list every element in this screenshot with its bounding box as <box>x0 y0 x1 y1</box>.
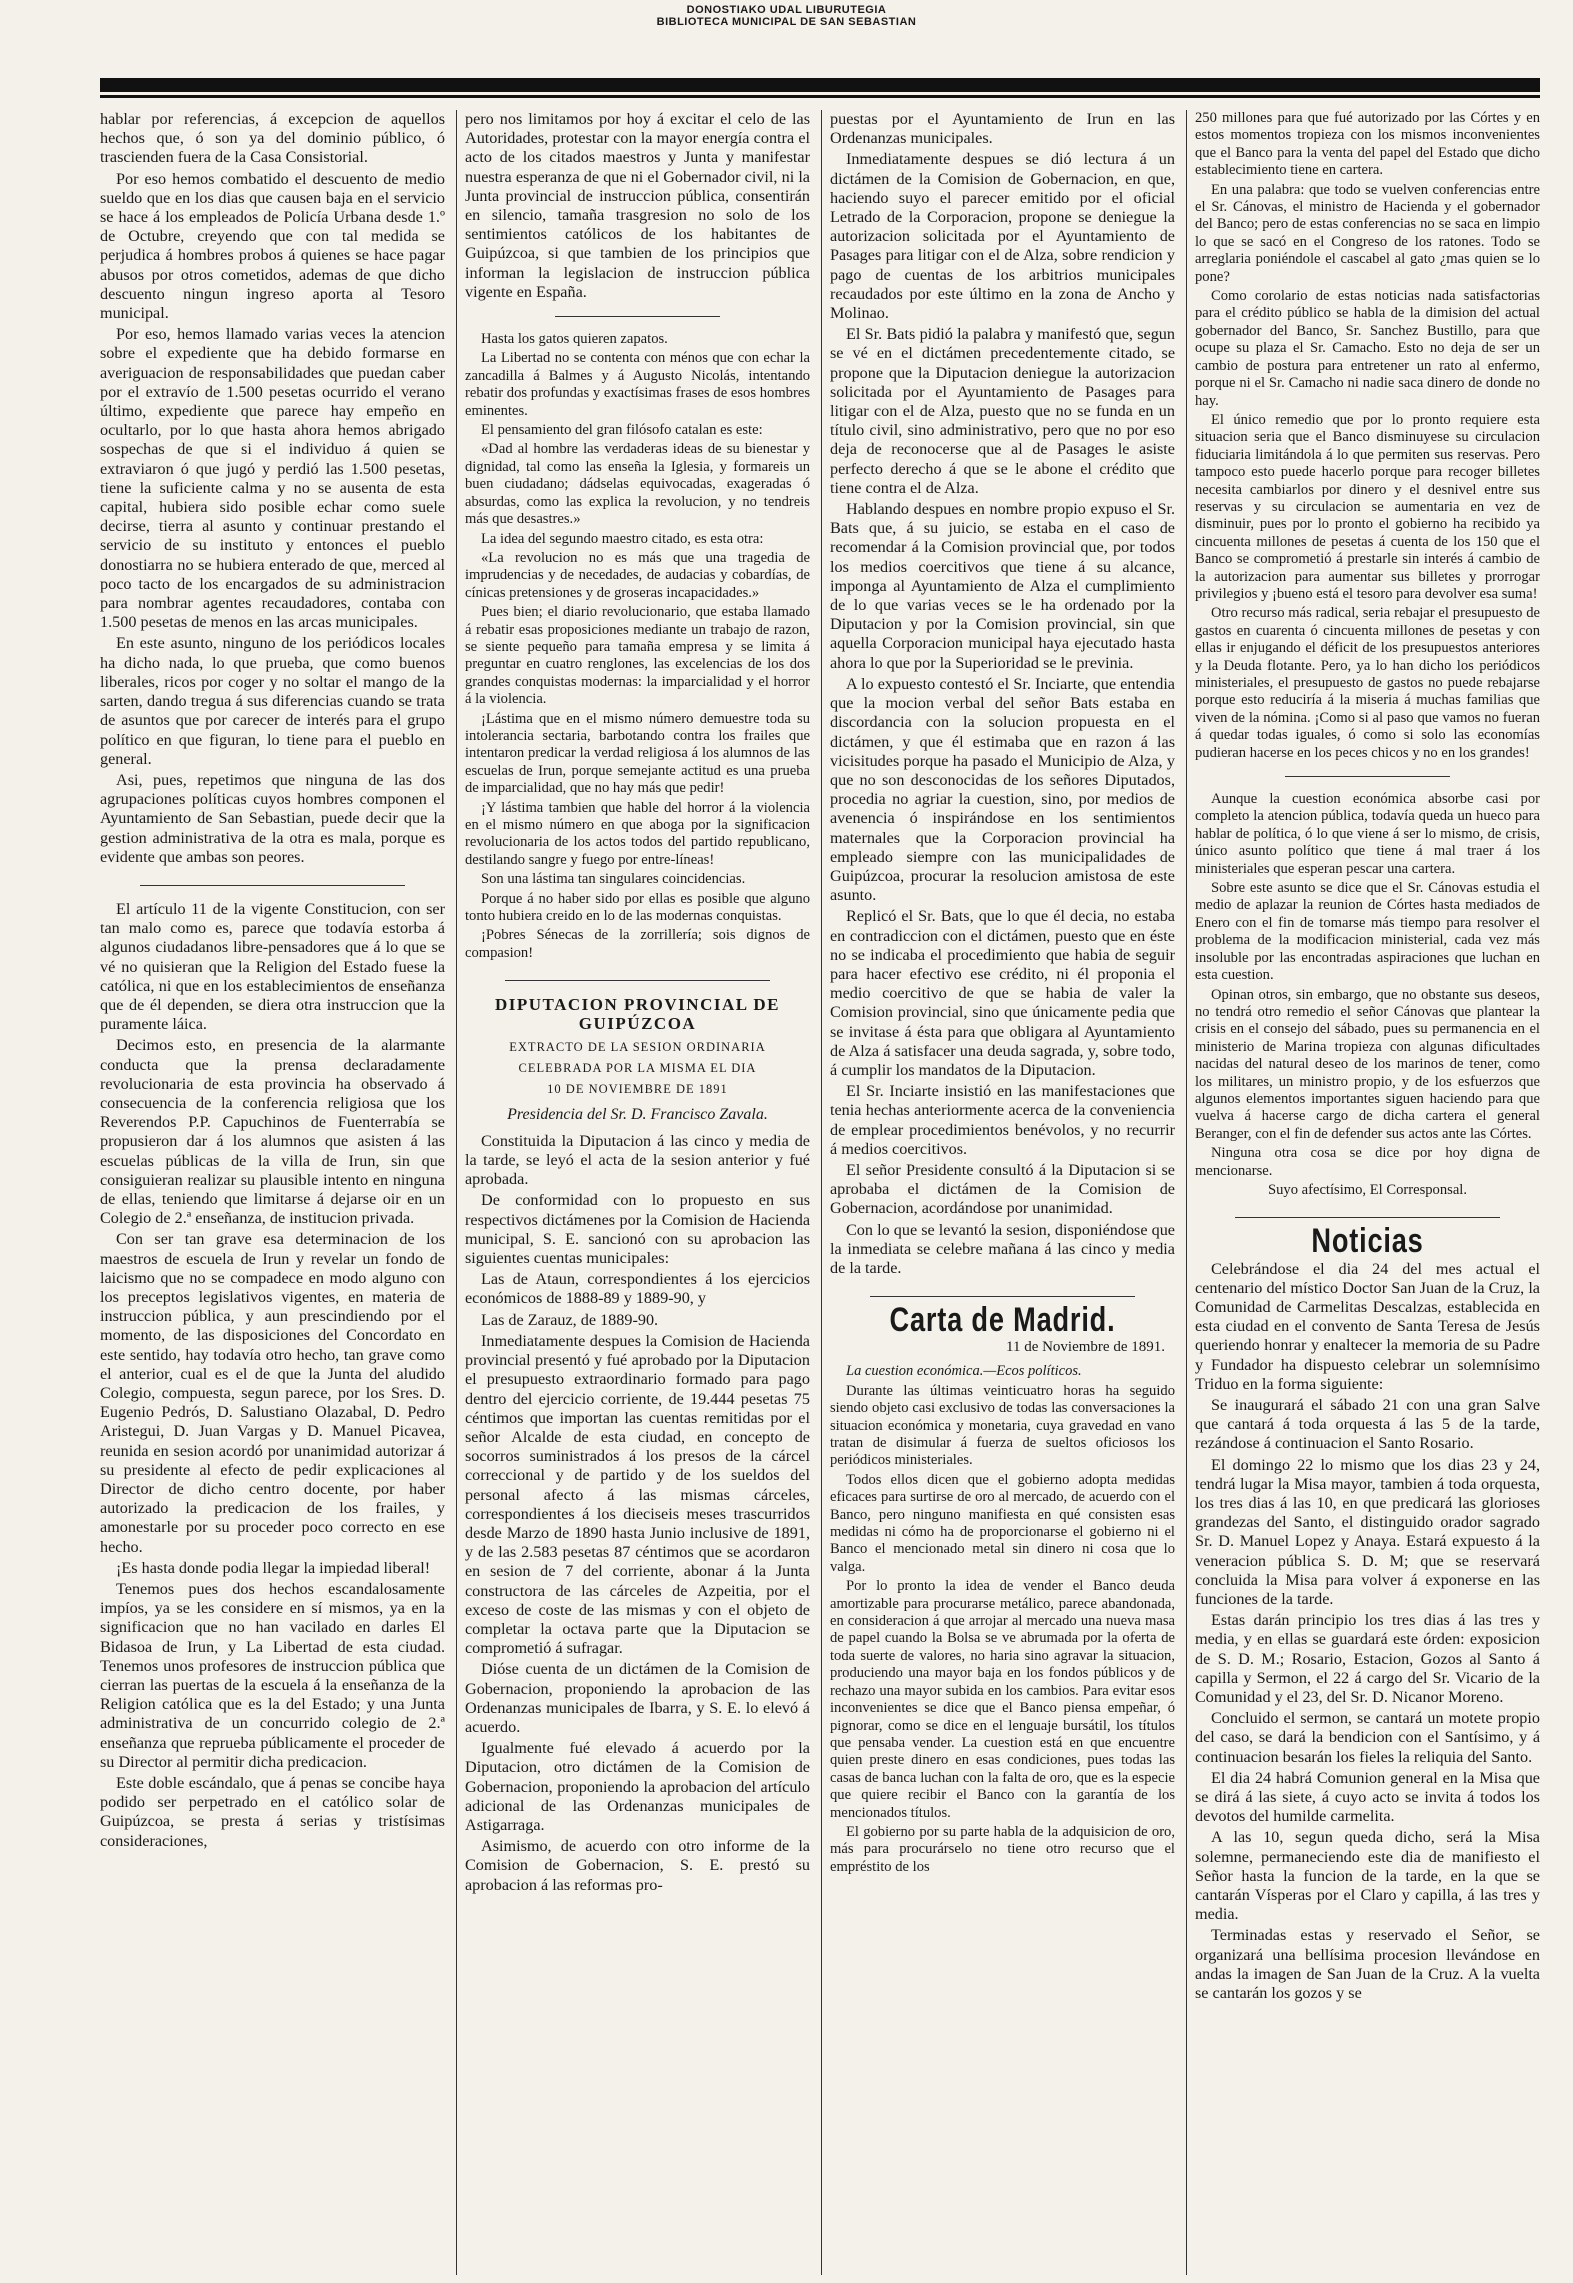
paragraph: El gobierno por su parte habla de la adquisicion de oro, más para procurárselo no tiene otro recurso que el empréstito de los <box>830 1823 1175 1875</box>
paragraph: Opinan otros, sin embargo, que no obstante sus deseos, no tendrá otro remedio el señor Cánovas que plantear la crisis en el consejo del sábado, pues su permanencia en el ministerio de Marina tropieza con algunas dificultades nacidas del natural deseo de los marinos de tener, como los militares, un ministro propio, y de los esfuerzos que algunos elementos importantes siguen haciendo para que vuelva á hacerse cargo de dicha cartera el general Beranger, con el fin de defender sus actos ante las Córtes. <box>1195 986 1540 1142</box>
paragraph: ¡Es hasta donde podia llegar la impiedad liberal! <box>116 1558 431 1577</box>
column-3 <box>830 110 1175 2275</box>
top-rule <box>100 78 1540 92</box>
article-subheading: La cuestion económica.—Ecos políticos. <box>846 1362 1082 1379</box>
section-separator <box>505 980 770 981</box>
paragraph: Pues bien; el diario revolucionario, que estaba llamado á rebatir esas proposiciones mediante un trabajo de razon, se siente pequeño para tamaña empresa y se limita á preguntar en cuatro renglones, las excelencias de los dos grandes conquistas modernas: la imparcialidad y el horror á la violencia. <box>465 604 810 708</box>
paragraph: Son una lástima tan singulares coincidencias. <box>481 871 746 888</box>
paragraph: Con ser tan grave esa determinacion de los maestros de escuela de Irun y revelar un fondo de laicismo que no se compadece en modo alguno con los preceptos legislativos vigentes, en materia de instruccion pública, y aun prescindiendo por el momento, de las disposiciones del Concordato en este sentido, hay todavía otro hecho, tan grave como el anterior, cual es el de que la Junta del aludido Colegio, compuesta, segun parece, por los Sres. D. Eugenio Pedrós, D. Salustiano Olazabal, D. Pedro Aristegui, D. Juan Vargas y D. Manuel Picavea, reunida en sesion acordó por unanimidad autorizar á su presidente al efecto de pedir explicaciones al Director de dicho centro docente, por haber autorizado la predicacion de los frailes, y amonestarle por su proceder poco correcto en ese hecho. <box>100 1230 445 1556</box>
section-title-diputacion: DIPUTACION PROVINCIAL DE GUIPÚZCOA <box>494 995 781 1034</box>
paragraph: La idea del segundo maestro citado, es esta otra: <box>481 530 764 547</box>
section-separator <box>555 316 720 317</box>
paragraph: ¡Lástima que en el mismo número demuestre toda su intolerancia sectaria, barbotando contra los frailes que intentaron predicar la verdad religiosa á los alumnos de las escuelas de Irun, porque semejante actitud es una prueba de imparcialidad, que no hay más que pedir! <box>465 710 810 797</box>
column-1 <box>100 110 445 2275</box>
paragraph: A lo expuesto contestó el Sr. Inciarte, que entendia que la mocion verbal del señor Bats estaba en discordancia con la solucion propuesta en el dictámen, y que él estimaba que en razon á las vicisitudes porque ha pasado el Municipio de Alza, y que no son desconocidas de los señores Diputados, procedia no agriar la cuestion, sino, por medios de avenencia ó inspirándose en los sentimientos maternales que la Corporacion provincial ha empleado siempre con las municipalidades de Guipúzcoa, procurar la resolucion amistosa de este asunto. <box>830 674 1175 905</box>
paragraph: El dia 24 habrá Comunion general en la Misa que se dirá á las siete, á cuyo acto se invita á todos los devotos del humilde carmelita. <box>1195 1768 1540 1826</box>
paragraph: Durante las últimas veinticuatro horas ha seguido siendo objeto casi exclusivo de todas las conversaciones la situacion económica y monetaria, cuya gravedad en vano tratan de disimular á fuerza de sueltos oficiosos los periódicos ministeriales. <box>830 1382 1175 1469</box>
paragraph: Todos ellos dicen que el gobierno adopta medidas eficaces para surtirse de oro al mercado, de acuerdo con el Banco, pero ninguno manifiesta en qué consisten esas medidas ni cómo ha de proporcionarse el gobierno ni el Banco el mencionado metal sin dinero ni cosa que lo valga. <box>830 1471 1175 1575</box>
paragraph: Por eso hemos combatido el descuento de medio sueldo que en los dias que causen baja en el servicio se hace á los empleados de Policía Urbana desde 1.º de Octubre, creyendo que con tal medida se perjudica á hombres probos á quienes se hace pagar abusos por otros cometidos, ademas de que dicho descuento ningun ingreso aporta al Tesoro municipal. <box>100 169 445 323</box>
paragraph: ¡Y lástima tambien que hable del horror á la violencia en el mismo número en que aboga por la significacion revolucionaria de los actos todos del partido republicano, destilando sangre y fuego por entre-líneas! <box>465 799 810 868</box>
paragraph: A las 10, segun queda dicho, será la Misa solemne, permaneciendo este dia de manifiesto el Señor hasta la funcion de la tarde, en la que se cantarán Vísperas por el Claro y capilla, á las tres y media. <box>1195 1828 1540 1924</box>
paragraph: Con lo que se levantó la sesion, disponiéndose que la inmediata se celebre mañana á las cinco y media de la tarde. <box>830 1220 1175 1277</box>
paragraph: Por lo pronto la idea de vender el Banco deuda amortizable para procurarse metálico, parece abandonada, en consideracion á que arrojar al mercado una nueva masa de papel cuando la Bolsa se ve abrumada por la oferta de toda suerte de valores, no haria sino agravar la situacion, produciendo una mayor baja en los fondos públicos y de rechazo una mayor subida en los cambios. Para evitar esos inconvenientes se dice que el Banco piensa empeñar, ó pignorar, como se dice en el lenguaje bursátil, los títulos que pensaba vender. La cuestion está en que encuentre quien preste dinero en esas condiciones, pues todas las casas de banca luchan con la falta de oro, que es la especie que quiere recibir el Banco con la garantía de los mencionados títulos. <box>830 1578 1175 1821</box>
quote: «La revolucion no es más que una tragedia de imprudencias y de necedades, de audacias y cobardías, de cínicas pretensiones y de groseras incapacidades.» <box>465 549 810 601</box>
paragraph: Estas darán principio los tres dias á las tres y media, y en ellas se guardará este órden: exposicion de S. D. M.; Rosario, Estacion, Gozos al Santo á capilla y Sermon, el 22 á cargo del Sr. Vicario de la Comunidad y el 23, del Sr. D. Nicanor Moreno. <box>1195 1611 1540 1707</box>
paragraph: Ninguna otra cosa se dice por hoy digna de mencionarse. <box>1195 1145 1540 1179</box>
quote: «Dad al hombre las verdaderas ideas de su bienestar y dignidad, tal como las enseña la Iglesia, y formareis un buen ciudadano; dádselas equivocadas, exageradas ó absurdas, como las explica la revolucion, y no tendreis más que desastres.» <box>465 441 810 528</box>
section-separator <box>1285 776 1450 777</box>
presidency-line: Presidencia del Sr. D. Francisco Zavala. <box>507 1105 768 1123</box>
paragraph: Por eso, hemos llamado varias veces la atencion sobre el expediente que ha debido formarse en averiguacion de responsabilidades que puedan caber por el extravío de 1.500 pesetas ocurrido el verano último, expediente que parece hay empeño en ocultarlo, por lo que hasta ahora hemos abrigado sospechas de que si el individuo á quien se extraviaron ó que jugó y perdió las 1.500 pesetas, tiene la suficiente calma y no se ausenta de esta capital, hubiera sido posible echar como suele decirse, tierra al asunto y continuar prestando el servicio de su instituto y entonces el pueblo donostiarra no se hubiera enterado de que, merced al poco tacto de los encargados de su administracion para nombrar agentes recaudadores, contaba con 1.500 pesetas de menos en las arcas municipales. <box>100 325 445 632</box>
paragraph: El pensamiento del gran filósofo catalan es este: <box>481 422 763 439</box>
section-separator <box>140 885 405 886</box>
paragraph: Constituida la Diputacion á las cinco y media de la tarde, se leyó el acta de la sesion anterior y fué aprobada. <box>465 1131 810 1189</box>
paragraph: Las de Zarauz, de 1889-90. <box>481 1310 659 1329</box>
paragraph: Sobre este asunto se dice que el Sr. Cánovas estudia el medio de aplazar la reunion de Córtes hasta mediados de Enero con el fin de tomarse más tiempo para resolver el problema de la modificacion ministerial, cada vez más insoluble por las encontradas aspiraciones que luchan en esta cuestion. <box>1195 880 1540 984</box>
signature: Suyo afectísimo, El Corresponsal. <box>1267 1181 1467 1198</box>
paragraph: En este asunto, ninguno de los periódicos locales ha dicho nada, lo que prueba, que como buenos liberales, ricos por coger y no soltar el mango de la sarten, dando tregua á sus diferencias cuando se trata de asuntos que por carecer de interés para el grupo político en que figuran, lo tiene para el pueblo en general. <box>100 634 445 768</box>
paragraph: Dióse cuenta de un dictámen de la Comision de Gobernacion, proponiendo la aprobacion de las Ordenanzas municipales de Ibarra, y S. E. lo elevó á acuerdo. <box>465 1660 810 1736</box>
paragraph: Celebrándose el dia 24 del mes actual el centenario del místico Doctor San Juan de la Cruz, la Comunidad de Carmelitas Descalzas, establecida en esta ciudad en el convento de Santa Teresa de Jesús queriendo honrar y enaltecer la memoria de su Padre y Fundador ha dispuesto celebrar un solemnísimo Triduo en la forma siguiente: <box>1195 1259 1540 1393</box>
paragraph: Otro recurso más radical, seria rebajar el presupuesto de gastos en cuarenta ó cincuenta millones de pesetas y con ellas ir enjugando el déficit de los presupuestos anteriores y la Deuda flotante. Pero, ya lo han dicho los periódicos ministeriales, el presupuesto de gastos no puede rebajarse porque esto reduciría á la miseria á muchas familias que viven de la nómina. ¡Como si al paso que vamos no fueran á quedar todas iguales, ó como si solo las economías pudieran hacerse en los peces chicos y no en los grandes! <box>1195 605 1540 761</box>
section-separator <box>870 1296 1135 1297</box>
paragraph: puestas por el Ayuntamiento de Irun en las Ordenanzas municipales. <box>830 110 1175 148</box>
paragraph: 250 millones para que fué autorizado por las Córtes y en estos momentos tropieza con los mismos inconvenientes que el Banco para la venta del papel del Estado que dicho establecimiento tiene en cartera. <box>1195 110 1540 179</box>
paragraph: hablar por referencias, á excepcion de aquellos hechos que, ó son ya del dominio público, ó trascienden fuera de la Casa Consistorial. <box>100 110 445 167</box>
dateline: 11 de Noviembre de 1891. <box>1006 1339 1165 1356</box>
paragraph: Porque á no haber sido por ellas es posible que alguno tonto hubiera creido en lo de las modernas conquistas. <box>465 890 810 925</box>
paragraph: Igualmente fué elevado á acuerdo por la Diputacion, otro dictámen de la Comision de Gobernacion, proponiendo la aprobacion del artículo adicional de las Ordenanzas municipales de Astigarraga. <box>465 1739 810 1834</box>
library-name-spanish: BIBLIOTECA MUNICIPAL DE SAN SEBASTIAN <box>656 16 917 28</box>
paragraph: ¡Pobres Sénecas de la zorrillería; sois dignos de compasion! <box>465 927 810 961</box>
paragraph: Replicó el Sr. Bats, que lo que él decia, no estaba en contradiccion con el dictámen, puesto que en éste no se indicaba el procedimiento que habia de seguir para hacer efectivo ese crédito, ni él proponia el medio coercitivo de que se habia de valer la Comision provincial, sino que únicamente pedia que se invitase á ésta para que obligara al Ayuntamiento de Alza á satisfacer una deuda sagrada, y, sobre todo, á cumplir los mandatos de la Diputacion. <box>830 907 1175 1079</box>
paragraph: Las de Ataun, correspondientes á los ejercicios económicos de 1888-89 y 1889-90, y <box>465 1270 810 1308</box>
section-separator <box>1235 1217 1500 1218</box>
paragraph: Este doble escándalo, que á penas se concibe haya podido ser perpetrado en el católico solar de Guipúzcoa, se presta á serias y tristísimas consideraciones, <box>100 1774 445 1850</box>
paragraph: La Libertad no se contenta con ménos que con echar la zancadilla á Balmes y á Augusto Nicolás, intentando rebatir dos profundas y exactísimas frases de esos hombres eminentes. <box>465 350 810 419</box>
column-2 <box>465 110 810 2275</box>
section-title-noticias: Noticias <box>1311 1222 1424 1261</box>
paragraph: El único remedio que por lo pronto requiere esta situacion seria que el Banco disminuyese su circulacion fiduciaria limitándola á lo que permiten sus reservas. Pero tampoco esto puede hacerlo porque para recoger billetes necesita cambiarlos por dinero y el desnivel entre sus reservas y su circulacion se aumentaria en vez de disminuir, pues por lo pronto el gobierno ha recibido ya cincuenta millones de pesetas á cuenta de los 150 que el Banco se comprometió á prestarle sin interés á cambio de la autorizacion para aumentar sus billetes y prorrogar privilegios y ¡bueno está el tesoro para devolver esa suma! <box>1195 411 1540 602</box>
top-rule-thin <box>100 95 1540 98</box>
section-title-carta-madrid: Carta de Madrid. <box>889 1301 1116 1340</box>
paragraph: Decimos esto, en presencia de la alarmante conducta que la prensa declaradamente revolucionaria de esta provincia ha observado á consecuencia de la conferencia religiosa que los Reverendos P.P. Capuchinos de Fuenterrabía se propusieron dar á los alumnos que asisten á las escuelas públicas de la villa de Irun, sin que consiguieran realizar su plausible intento en ninguna de ellas, teniendo que limitarse á dejarse oir en un Colegio de 2.ª enseñanza, de institucion privada. <box>100 1036 445 1228</box>
paragraph: El Sr. Inciarte insistió en las manifestaciones que tenia hechas anteriormente acerca de la conveniencia de emplear procedimientos benévolos, y no recurrir á medios coercitivos. <box>830 1082 1175 1158</box>
column-4 <box>1195 110 1540 2275</box>
column-divider <box>821 110 822 2275</box>
paragraph: Asimismo, de acuerdo con otro informe de la Comision de Gobernacion, S. E. prestó su aprobacion á las reformas pro- <box>465 1837 810 1894</box>
paragraph: El artículo 11 de la vigente Constitucion, con ser tan malo como es, parece que todavía estorba á algunos ciudadanos libre-pensadores que á lo que se vé no quisieran que la Religion del Estado fuese la católica, ni que en los establecimientos de enseñanza que de él dependen, se diera otra instruccion que la puramente láica. <box>100 899 445 1034</box>
section-subtitle: EXTRACTO DE LA SESION ORDINARIA <box>509 1039 766 1054</box>
paragraph: Asi, pues, repetimos que ninguna de las dos agrupaciones políticas cuyos hombres componen el Ayuntamiento de San Sebastian, puede decir que la gestion administrativa de la otra es mala, porque es evidente que ambas son peores. <box>100 770 445 866</box>
paragraph: El Sr. Bats pidió la palabra y manifestó que, segun se vé en el dictámen precedentemente citado, se propone que la Diputacion deniegue la autorizacion solicitada por el Ayuntamiento de Pasages para litigar con el de Alza, puesto que no se funda en un título civil, sino administrativo, pero que no por eso deja de reconocerse que al de Pasages le asiste perfecto derecho á que se le abone el crédito que tiene contra el de Alza. <box>830 325 1175 497</box>
paragraph: De conformidad con lo propuesto en sus respectivos dictámenes por la Comision de Hacienda municipal, S. E. sancionó con su aprobacion las siguientes cuentas municipales: <box>465 1191 810 1268</box>
newspaper-columns <box>100 110 1540 2275</box>
paragraph: Aunque la cuestion económica absorbe casi por completo la atencion pública, todavía queda un hueco para hablar de política, ó lo que viene á ser lo mismo, de crisis, único asunto político que tiene á mal traer á los ministeriales que esperan pescar una cartera. <box>1195 791 1540 877</box>
paragraph: Concluido el sermon, se cantará un motete propio del caso, se dará la bendicion con el Santísimo, y á continuacion besarán los fieles la reliquia del Santo. <box>1195 1709 1540 1766</box>
library-header <box>0 4 1573 28</box>
paragraph: pero nos limitamos por hoy á excitar el celo de las Autoridades, protestar con la mayor energía contra el acto de los citados maestros y Junta y manifestar nuestra esperanza de que ni el Gobernador civil, ni la Junta provincial de instruccion pública, consentirán en silencio, tamaña trasgresion no solo de los sentimientos católicos de los habitantes de Guipúzcoa, si que tambien de los principios que informan la legislacion de instruccion pública vigente en España. <box>465 110 810 301</box>
section-subtitle: 10 DE NOVIEMBRE DE 1891 <box>547 1081 728 1096</box>
paragraph: En una palabra: que todo se vuelven conferencias entre el Sr. Cánovas, el ministro de Hacienda y el gobernador del Banco; pero de estas conferencias no se saca en limpio lo que se sacó en el Congreso de los ratones. Todo se arreglaria poniéndole el cascabel al gato ¿mas quien se lo pone? <box>1195 181 1540 285</box>
paragraph: Como corolario de estas noticias nada satisfactorias para el crédito público se habla de la dimision del actual gobernador del Banco, Sr. Sanchez Bustillo, para que ocupe su plaza el Sr. Camacho. Esto no deja de ser un cambio de postura para entretener un rato al enfermo, porque ni el Sr. Camacho ni nadie saca dinero de donde no hay. <box>1195 288 1540 409</box>
paragraph: El señor Presidente consultó á la Diputacion si se aprobaba el dictámen de la Comision de Gobernacion, acordándose por unanimidad. <box>830 1160 1175 1218</box>
paragraph: Tenemos pues dos hechos escandalosamente impíos, ya se les considere en sí mismos, ya en la significacion que no han vacilado en darles El Bidasoa de Irun, y La Libertad de esta ciudad. Tenemos unos profesores de instruccion pública que cierran las puertas de la escuela á la enseñanza de la Religion católica que es la del Estado; y una Junta administrativa de un concurrido colegio de 2.ª enseñanza que reprueba públicamente el proceder de su Director al permitir dicha predicacion. <box>100 1580 445 1771</box>
column-divider <box>456 110 457 2275</box>
section-subtitle: CELEBRADA POR LA MISMA EL DIA <box>518 1060 757 1075</box>
paragraph: Inmediatamente despues la Comision de Hacienda provincial presentó y fué aprobado por la Diputacion el presupuesto extraordinario formado para pago dentro del ejercicio corriente, de 19.444 pesetas 75 céntimos que importan las cuentas remitidas por el señor Alcalde de esta ciudad, en concepto de socorros suministrados á los presos de la cárcel correccional y de partido y de los sueldos del personal afecto á las mismas cárceles, correspondientes á los dieciseis meses trascurridos desde Marzo de 1890 hasta Junio inclusive de 1891, y de las 2.583 pesetas 87 céntimos que se acordaron en sesion de 7 del corriente, abonar á la Junta constructora de las cárceles de Azpeitia, por el exceso de coste de las mismas y con el objeto de completar la octava parte que la Diputacion se comprometió á sufragar. <box>465 1331 810 1658</box>
paragraph: Inmediatamente despues se dió lectura á un dictámen de la Comision de Gobernacion, en que, haciendo suyo el parecer emitido por el oficial Letrado de la Corporacion, propone se deniegue la autorizacion solicitada por el Ayuntamiento de Pasages para litigar con el de Alza, sobre rendicion y pago de cuentas de los arbitrios municipales recaudados por este último en la zona de Ancho y Molinao. <box>830 150 1175 323</box>
paragraph: El domingo 22 lo mismo que los dias 23 y 24, tendrá lugar la Misa mayor, tambien á toda orquesta, los tres dias á las 10, en que predicará las glorioses grandezas del Santo, el distinguido orador sagrado Sr. D. Manuel Lopez y Anaya. Estará expuesto á la veneracion pública S. D. M; que se reservará concluida la Misa para volver á exponerse en las funciones de la tarde. <box>1195 1455 1540 1609</box>
paragraph: Se inaugurará el sábado 21 con una gran Salve que cantará á toda orquesta á las 5 de la tarde, rezándose á continuacion el Santo Rosario. <box>1195 1396 1540 1453</box>
column-divider <box>1186 110 1187 2275</box>
library-name-basque: DONOSTIAKO UDAL LIBURUTEGIA <box>686 4 887 16</box>
paragraph: Terminadas estas y reservado el Señor, se organizará una bellísima procesion llevándose en andas la imagen de San Juan de la Cruz. A la vuelta se cantarán los gozos y se <box>1195 1926 1540 2003</box>
paragraph: Hasta los gatos quieren zapatos. <box>481 331 668 348</box>
paragraph: Hablando despues en nombre propio expuso el Sr. Bats que, á su juicio, se estaba en el caso de recomendar á la Comision provincial que, por todos los medios coercitivos que tiene á su alcance, imponga al Ayuntamiento de Alza el cumplimiento de lo que varias veces se le ha ordenado por la Diputacion y por la Comision provincial, sin que aquella Corporacion municipal haya ejecutado hasta ahora lo que por la Superioridad se le previnia. <box>830 500 1175 672</box>
